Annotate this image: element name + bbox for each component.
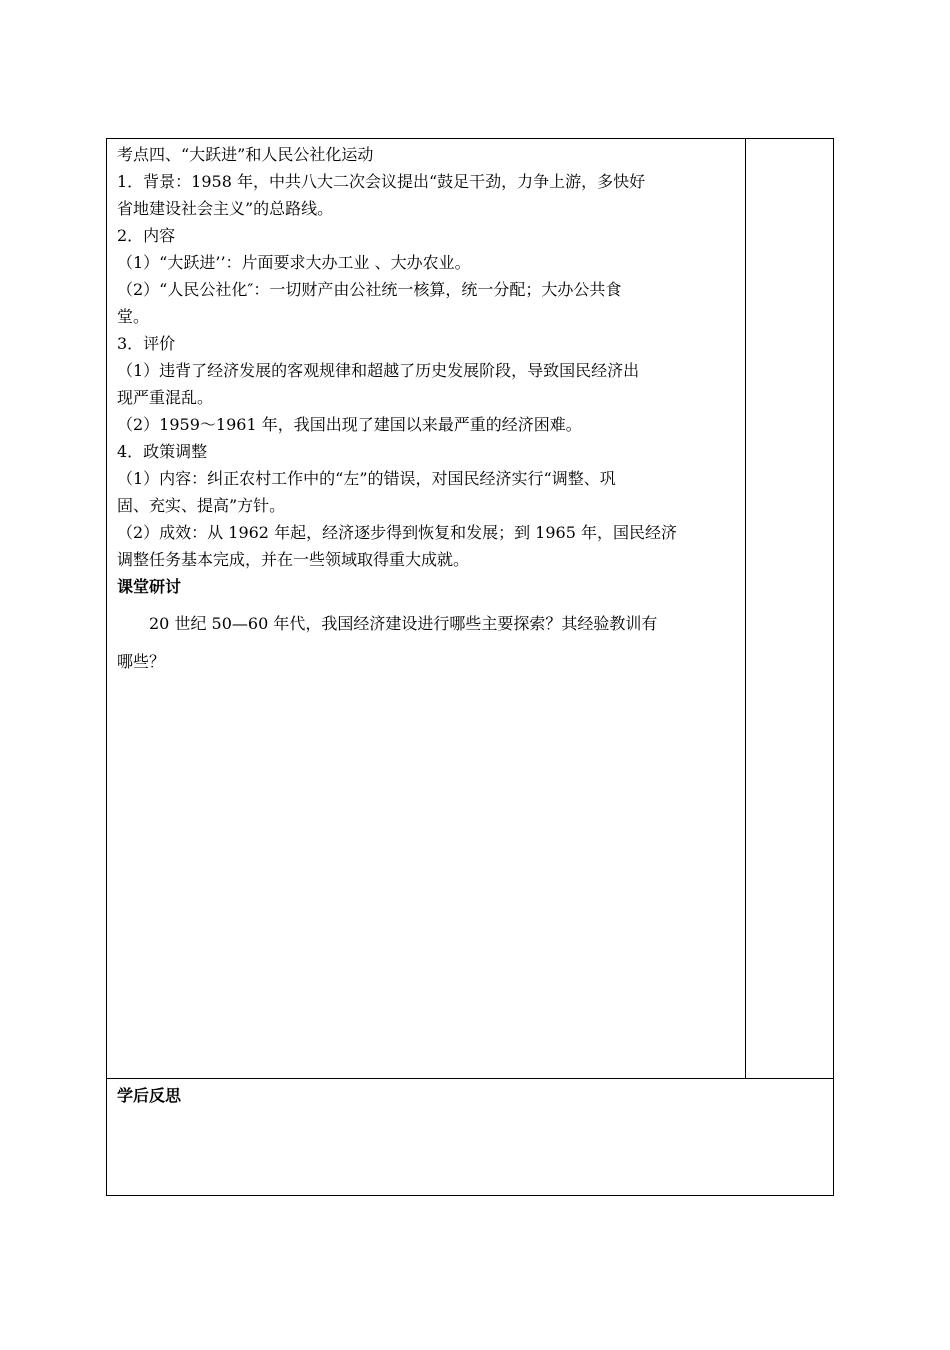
commune-line-1: （2）“人民公社化″：一切财产由公社统一核算，统一分配；大办公共食	[117, 280, 622, 299]
background-line-2: 省地建设社会主义”的总路线。	[117, 199, 334, 218]
background-line-1: 1．背景：1958 年，中共八大二次会议提出“鼓足干劲，力争上游，多快好	[117, 172, 646, 191]
policy-line-1: （1）内容：纠正农村工作中的“左”的错误，对国民经济实行“调整、巩	[117, 469, 616, 488]
section-heading: 考点四、“大跃进”和人民公社化运动	[117, 145, 374, 164]
policy-line-4: 调整任务基本完成，并在一些领域取得重大成就。	[117, 550, 470, 569]
discussion-question-line-1: 20 世纪 50—60 年代，我国经济建设进行哪些主要探索？其经验教训有	[149, 614, 658, 633]
policy-heading: 4．政策调整	[117, 442, 208, 461]
evaluation-heading: 3．评价	[117, 334, 176, 353]
evaluation-line-1: （1）违背了经济发展的客观规律和超越了历史发展阶段，导致国民经济出	[117, 361, 640, 380]
discussion-question-line-2: 哪些？	[117, 652, 166, 671]
policy-line-3: （2）成效：从 1962 年起，经济逐步得到恢复和发展；到 1965 年，国民经济	[117, 523, 677, 542]
great-leap-line: （1）“大跃进’’：片面要求大办工业 、大办农业。	[117, 253, 471, 272]
evaluation-line-3: （2）1959～1961 年，我国出现了建国以来最严重的经济困难。	[117, 415, 582, 434]
evaluation-line-2: 现严重混乱。	[117, 388, 214, 407]
reflection-cell	[107, 1078, 833, 1195]
reflection-title: 学后反思	[117, 1086, 182, 1105]
commune-line-2: 堂。	[117, 307, 150, 326]
discussion-title: 课堂研讨	[117, 577, 182, 596]
policy-line-2: 固、充实、提高”方针。	[117, 496, 286, 515]
notes-cell	[746, 139, 833, 1078]
worksheet-table	[106, 138, 834, 1196]
content-heading: 2．内容	[117, 226, 176, 245]
content-text	[117, 141, 741, 675]
content-cell	[107, 139, 746, 1078]
